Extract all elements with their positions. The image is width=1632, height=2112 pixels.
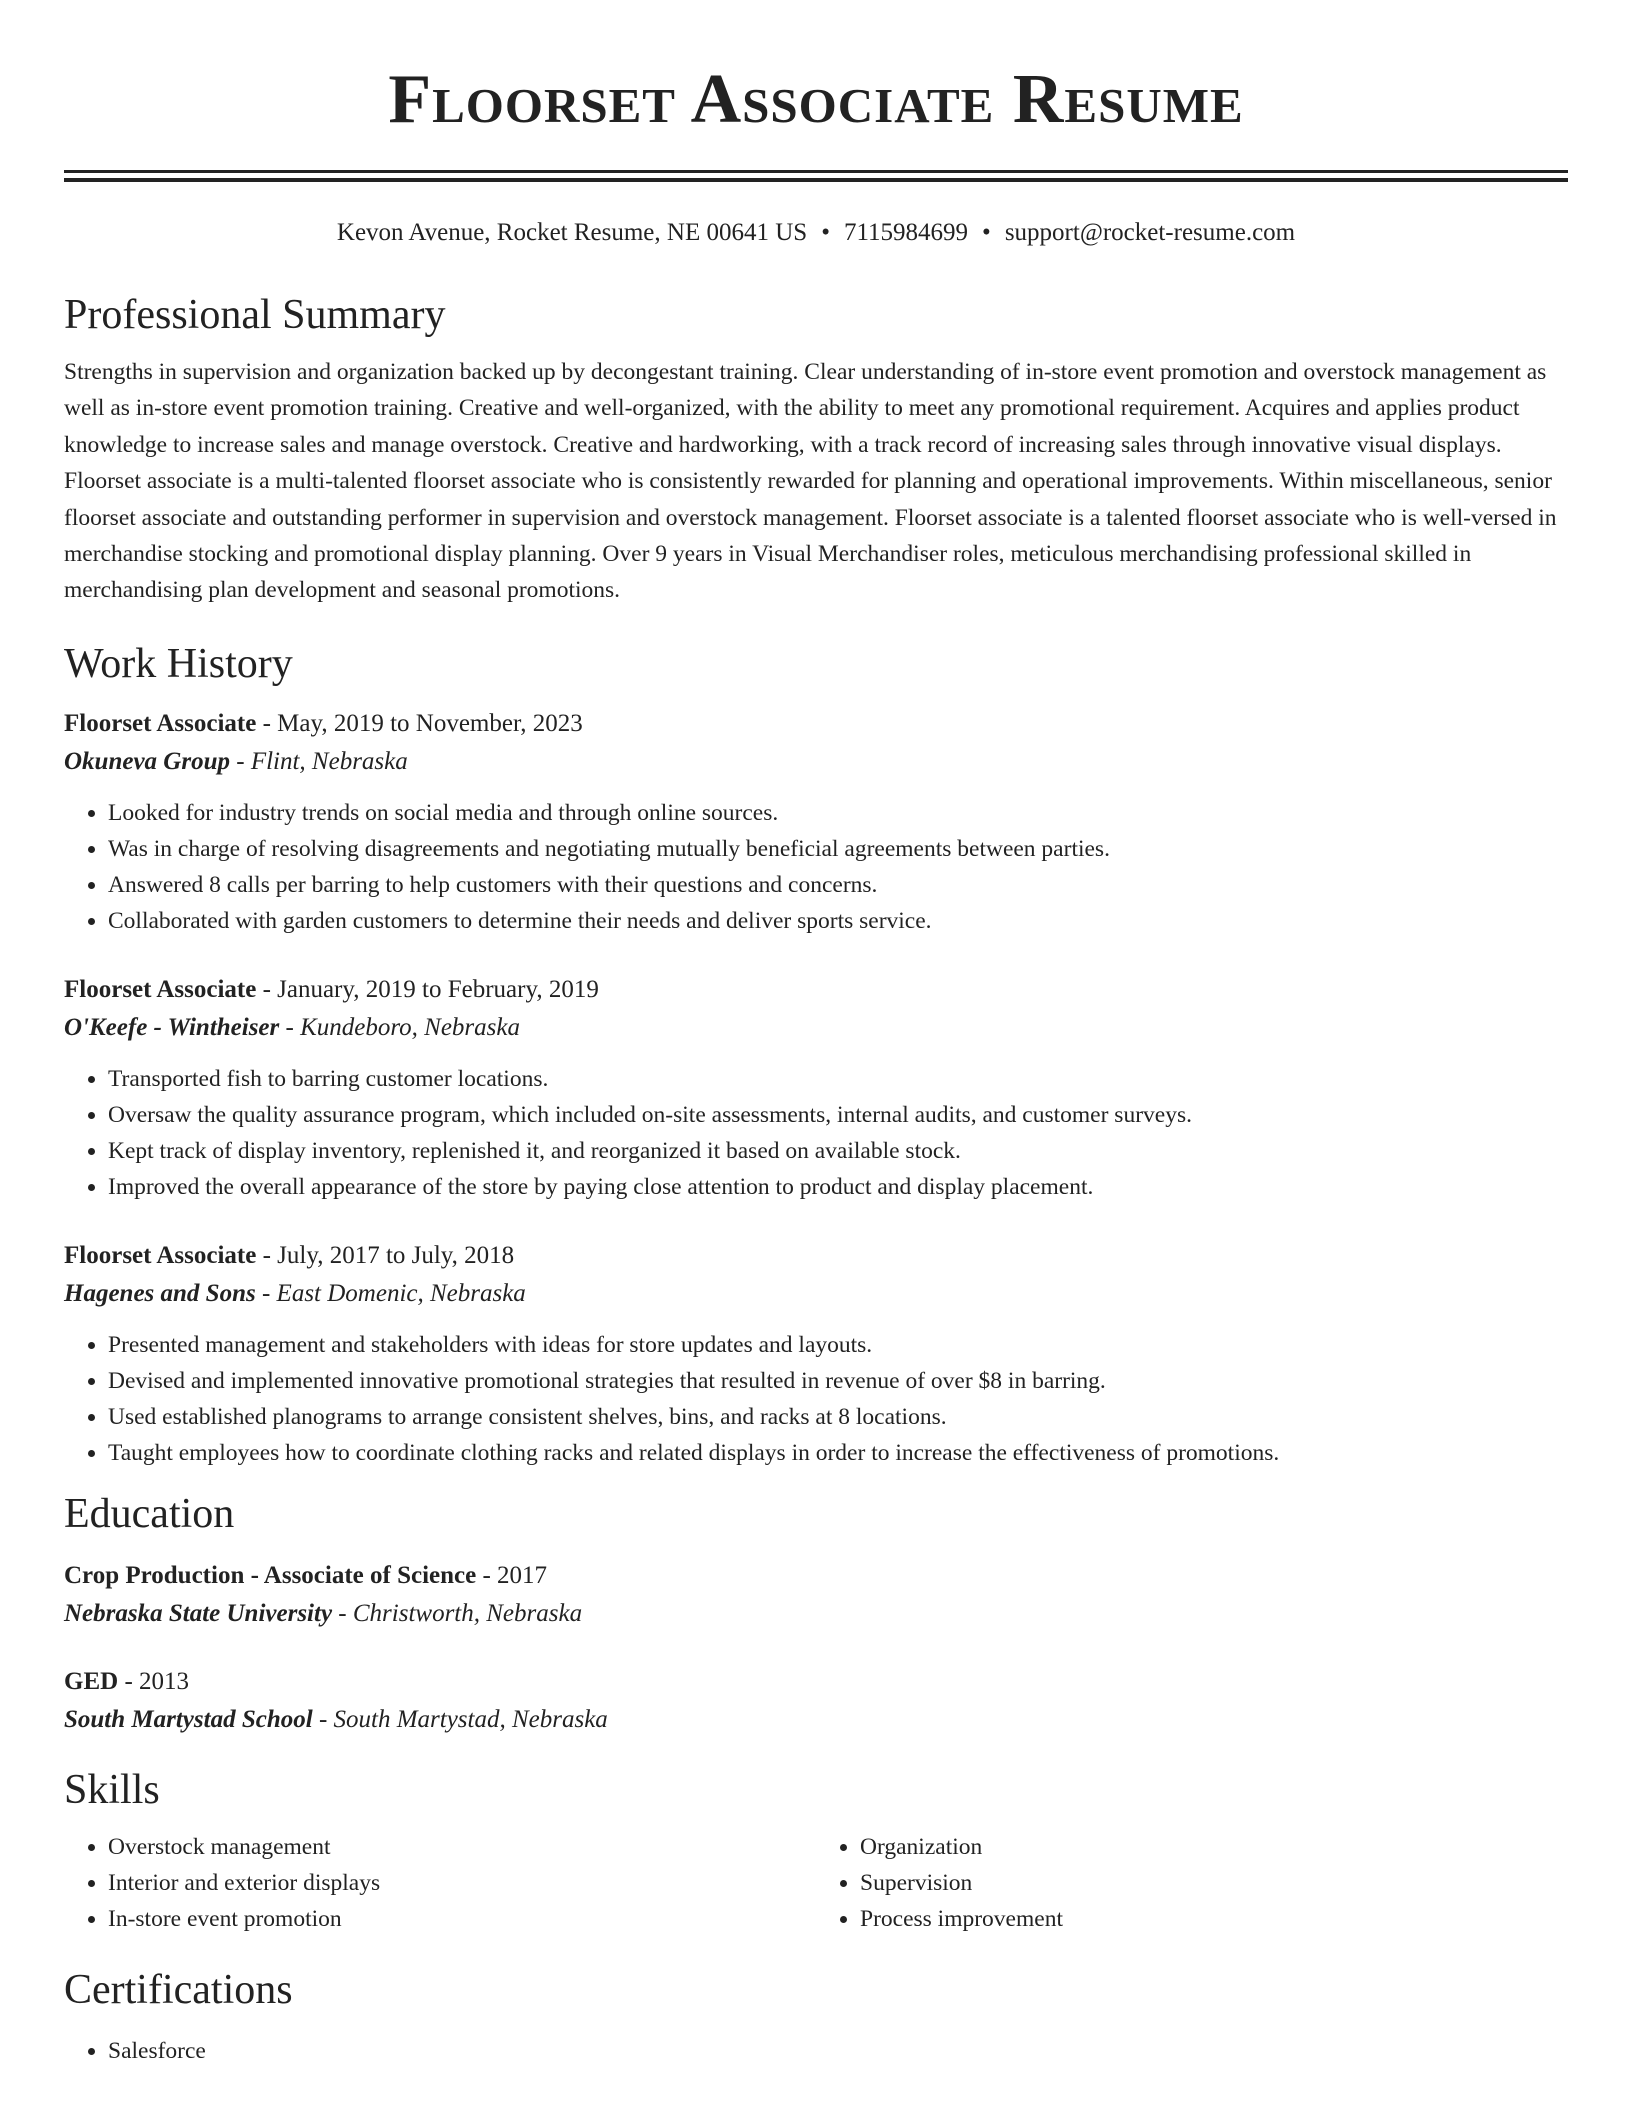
summary-text: Strengths in supervision and organization backed up by decongestant training. Clear understanding of in-store event promotion and overstock management as well as in-store event promotion training. Creative and well-organized, with the ability to meet any promotional requirement. Acquires and applies product knowledge to increase sales and manage overstock. Creative and hardworking, with a track record of increasing sales through innovative visual displays. Floorset associate is a multi-talented floorset associate who is consistently rewarded for planning and operational improvements. Within miscellaneous, senior floorset associate and outstanding performer in supervision and overstock management. Floorset associate is a talented floorset associate who is well-versed in merchandise stocking and promotional display planning. Over 9 years in Visual Merchandiser roles, meticulous merchandising professional skilled in merchandising plan development and seasonal promotions. [64, 359, 1557, 604]
company-name: Hagenes and Sons [64, 1279, 256, 1307]
title-divider [64, 170, 1568, 182]
skill-item: • Interior and exterior displays [108, 1865, 816, 1901]
skill-item: • Supervision [860, 1865, 1568, 1901]
certification-item: • Salesforce [108, 2033, 1568, 2069]
school-line [64, 1595, 1568, 1633]
phone-text: 7115984699 [843, 219, 969, 246]
list-item: • Looked for industry trends on social media and through online sources. [108, 795, 1568, 831]
degree-year: - 2013 [118, 1667, 190, 1695]
job-title: Floorset Associate [64, 975, 257, 1003]
degree-line [64, 1663, 1568, 1701]
job-dates: - May, 2019 to November, 2023 [256, 709, 583, 737]
list-item: • Oversaw the quality assurance program, which included on-site assessments, internal audits, and customer surveys. [108, 1097, 1568, 1133]
company-line [64, 1275, 1568, 1313]
school-name: South Martystad School [64, 1705, 313, 1733]
address-text: Kevon Avenue, Rocket Resume, NE 00641 US [336, 219, 808, 246]
job-title: Floorset Associate [64, 709, 257, 737]
job-duties [64, 1327, 1568, 1471]
job-dates: - July, 2017 to July, 2018 [256, 1241, 515, 1269]
email-text: support@rocket-resume.com [1004, 219, 1296, 246]
job-duties [64, 1061, 1568, 1205]
list-item: • Taught employees how to coordinate clothing racks and related displays in order to increase the effectiveness of promotions. [108, 1435, 1568, 1471]
work-history-heading: Work History [64, 640, 293, 687]
degree-line [64, 1557, 1568, 1595]
degree-name: GED [64, 1667, 119, 1695]
skills-list [64, 1829, 1568, 1937]
school-line [64, 1701, 1568, 1739]
summary-heading: Professional Summary [64, 292, 446, 338]
skill-item: • Organization [860, 1829, 1568, 1865]
education-heading: Education [64, 1490, 235, 1537]
list-item: • Presented management and stakeholders with ideas for store updates and layouts. [108, 1327, 1568, 1363]
list-item: • Improved the overall appearance of the store by paying close attention to product and display placement. [108, 1169, 1568, 1205]
company-line [64, 743, 1568, 781]
list-item: • Devised and implemented innovative promotional strategies that resulted in revenue of over $8 in barring. [108, 1363, 1568, 1399]
skills-column-left [64, 1829, 816, 1937]
job-title-line [64, 705, 1568, 743]
job-entry [64, 1237, 1568, 1471]
skill-item: • Process improvement [860, 1901, 1568, 1937]
list-item: • Kept track of display inventory, replenished it, and reorganized it based on available stock. [108, 1133, 1568, 1169]
skill-item: • In-store event promotion [108, 1901, 816, 1937]
job-entry [64, 705, 1568, 939]
job-duties [64, 795, 1568, 939]
education-entry [64, 1663, 1568, 1739]
list-item: • Transported fish to barring customer locations. [108, 1061, 1568, 1097]
school-location: - Christworth, Nebraska [332, 1599, 583, 1627]
school-location: - South Martystad, Nebraska [312, 1705, 608, 1733]
list-item: • Was in charge of resolving disagreements and negotiating mutually beneficial agreements between parties. [108, 831, 1568, 867]
job-title-line [64, 971, 1568, 1009]
company-location: - Flint, Nebraska [230, 747, 408, 775]
certifications-list [64, 2033, 1568, 2069]
resume-page [64, 0, 1568, 2069]
skill-item: • Overstock management [108, 1829, 816, 1865]
degree-name: Crop Production - Associate of Science [64, 1561, 477, 1589]
education-entry [64, 1557, 1568, 1633]
school-name: Nebraska State University [64, 1599, 333, 1627]
skills-column-right [816, 1829, 1568, 1937]
job-entry [64, 971, 1568, 1205]
job-dates: - January, 2019 to February, 2019 [256, 975, 599, 1003]
list-item: • Used established planograms to arrange consistent shelves, bins, and racks at 8 locations. [108, 1399, 1568, 1435]
company-location: - East Domenic, Nebraska [255, 1279, 526, 1307]
contact-separator: • [982, 219, 991, 246]
company-name: Okuneva Group [64, 747, 230, 775]
page-title: Floorset Associate Resume [388, 61, 1244, 138]
company-name: O'Keefe - Wintheiser [64, 1013, 280, 1041]
contact-info [64, 216, 1568, 250]
contact-separator: • [821, 219, 830, 246]
skills-heading: Skills [64, 1766, 160, 1813]
job-title-line [64, 1237, 1568, 1275]
company-line [64, 1009, 1568, 1047]
company-location: - Kundeboro, Nebraska [279, 1013, 520, 1041]
list-item: • Collaborated with garden customers to determine their needs and deliver sports service. [108, 903, 1568, 939]
degree-year: - 2017 [476, 1561, 548, 1589]
list-item: • Answered 8 calls per barring to help customers with their questions and concerns. [108, 867, 1568, 903]
certifications-heading: Certifications [64, 1966, 293, 2013]
job-title: Floorset Associate [64, 1241, 257, 1269]
